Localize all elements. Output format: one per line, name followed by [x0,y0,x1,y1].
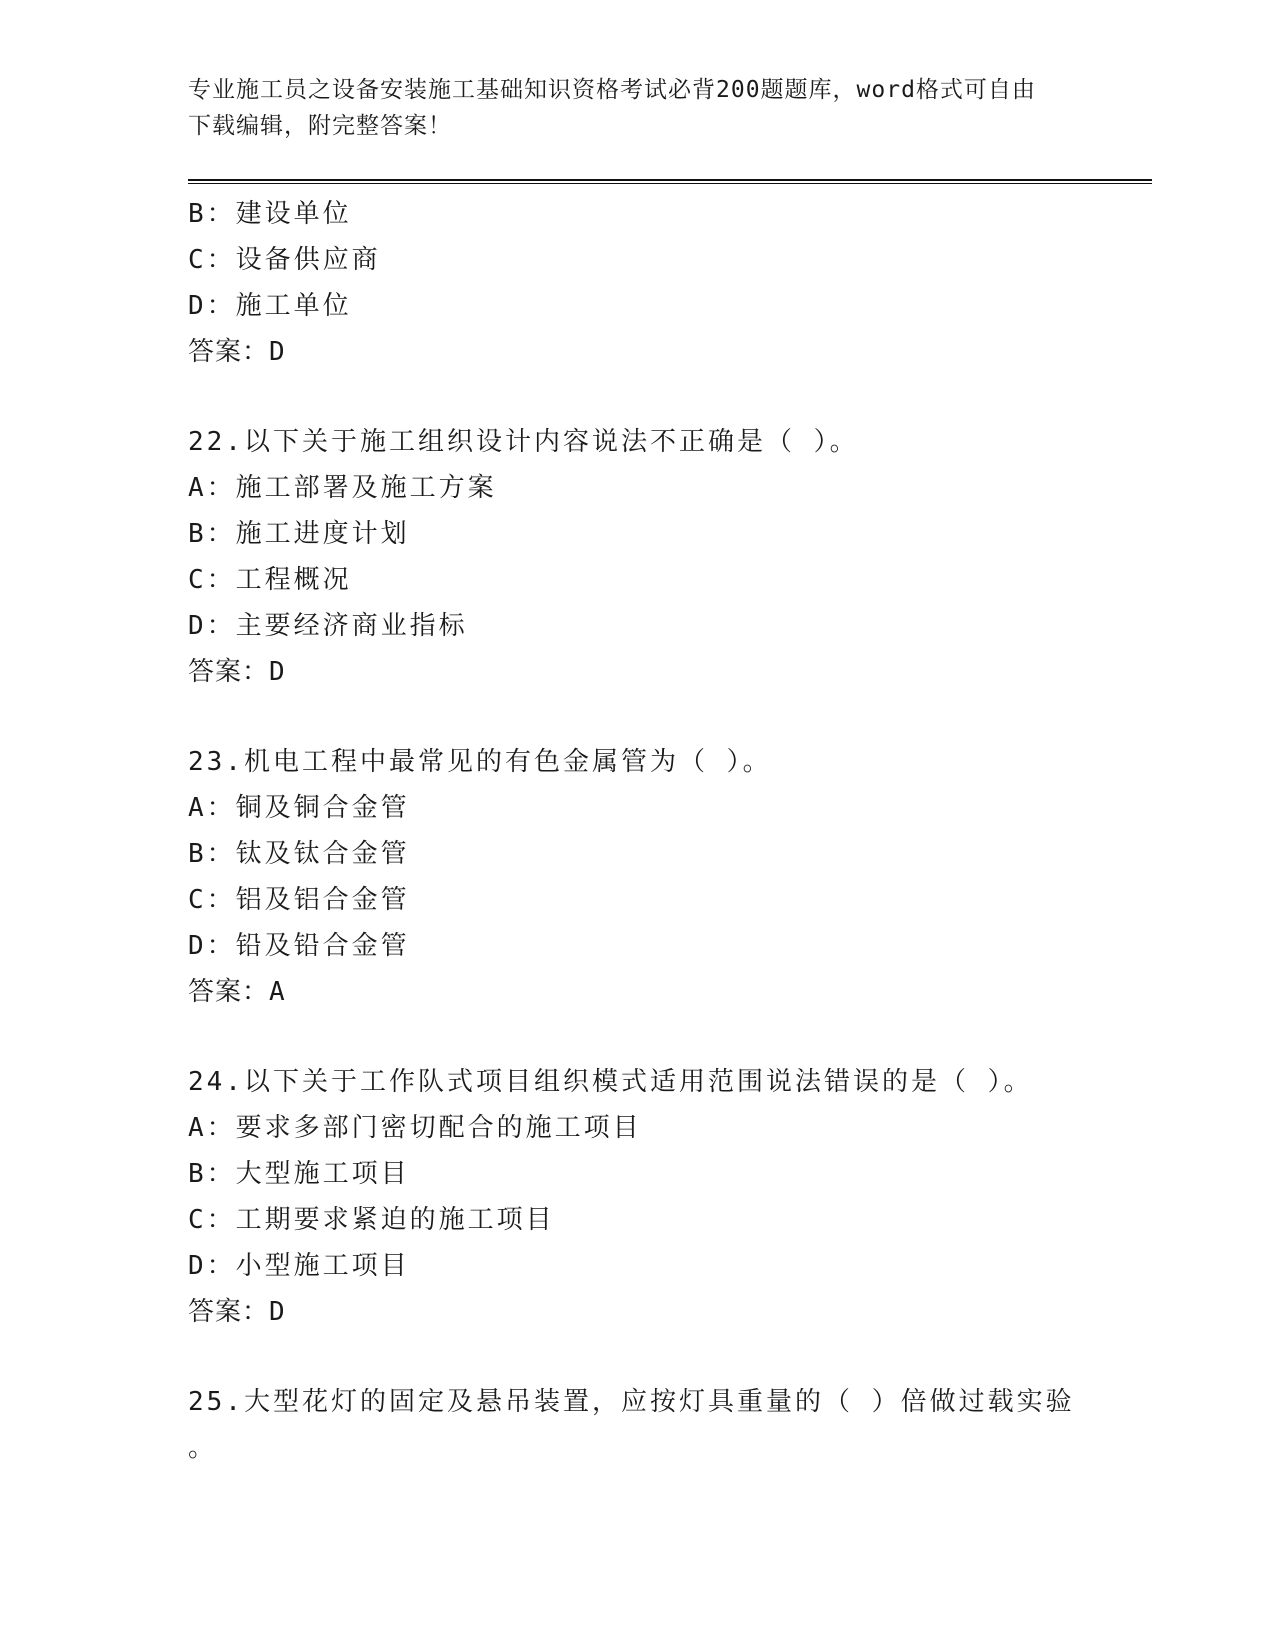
option-c: C：铝及铝合金管 [188,885,410,915]
option-d: D：铅及铅合金管 [188,931,410,961]
option-c: C：设备供应商 [188,245,381,275]
question-23 [188,739,1148,1015]
option-b: B：钛及钛合金管 [188,839,410,869]
question-stem-continuation: 。 [188,1433,218,1463]
spacer [188,375,1148,419]
option-d: D：主要经济商业指标 [188,611,468,641]
question-list [188,191,1148,1471]
answer-value: A [269,977,286,1007]
question-22 [188,419,1148,695]
answer-line [188,649,1148,695]
option-a: A：要求多部门密切配合的施工项目 [188,1113,642,1143]
option-b: B：施工进度计划 [188,519,410,549]
header-divider-thick [188,179,1152,181]
header-title-line-2: 下载编辑，附完整答案！ [188,113,452,139]
answer-label: 答案： [188,657,270,687]
answer-value: D [269,1297,286,1327]
option-d: D：小型施工项目 [188,1251,410,1281]
question-stem: 23.机电工程中最常见的有色金属管为（ ）。 [188,747,772,777]
question-25 [188,1379,1148,1471]
question-stem: 25.大型花灯的固定及悬吊装置，应按灯具重量的（ ）倍做过载实验 [188,1387,1075,1417]
answer-value: D [269,337,286,367]
option-d: D：施工单位 [188,291,352,321]
option-c: C：工期要求紧迫的施工项目 [188,1205,555,1235]
document-header [188,72,1088,144]
answer-line [188,1289,1148,1335]
answer-label: 答案： [188,337,270,367]
question-21-continued [188,191,1148,375]
answer-line [188,329,1148,375]
header-title-line-1: 专业施工员之设备安装施工基础知识资格考试必背200题题库，word格式可自由 [188,77,1036,103]
question-stem: 22.以下关于施工组织设计内容说法不正确是（ ）。 [188,427,859,457]
option-c: C：工程概况 [188,565,352,595]
answer-label: 答案： [188,1297,270,1327]
question-24 [188,1059,1148,1335]
answer-label: 答案： [188,977,270,1007]
option-b: B：大型施工项目 [188,1159,410,1189]
spacer [188,1015,1148,1059]
option-b: B：建设单位 [188,199,352,229]
answer-line [188,969,1148,1015]
header-divider-thin [188,183,1152,184]
spacer [188,695,1148,739]
spacer [188,1335,1148,1379]
answer-value: D [269,657,286,687]
option-a: A：铜及铜合金管 [188,793,410,823]
question-stem: 24.以下关于工作队式项目组织模式适用范围说法错误的是（ ）。 [188,1067,1033,1097]
option-a: A：施工部署及施工方案 [188,473,497,503]
